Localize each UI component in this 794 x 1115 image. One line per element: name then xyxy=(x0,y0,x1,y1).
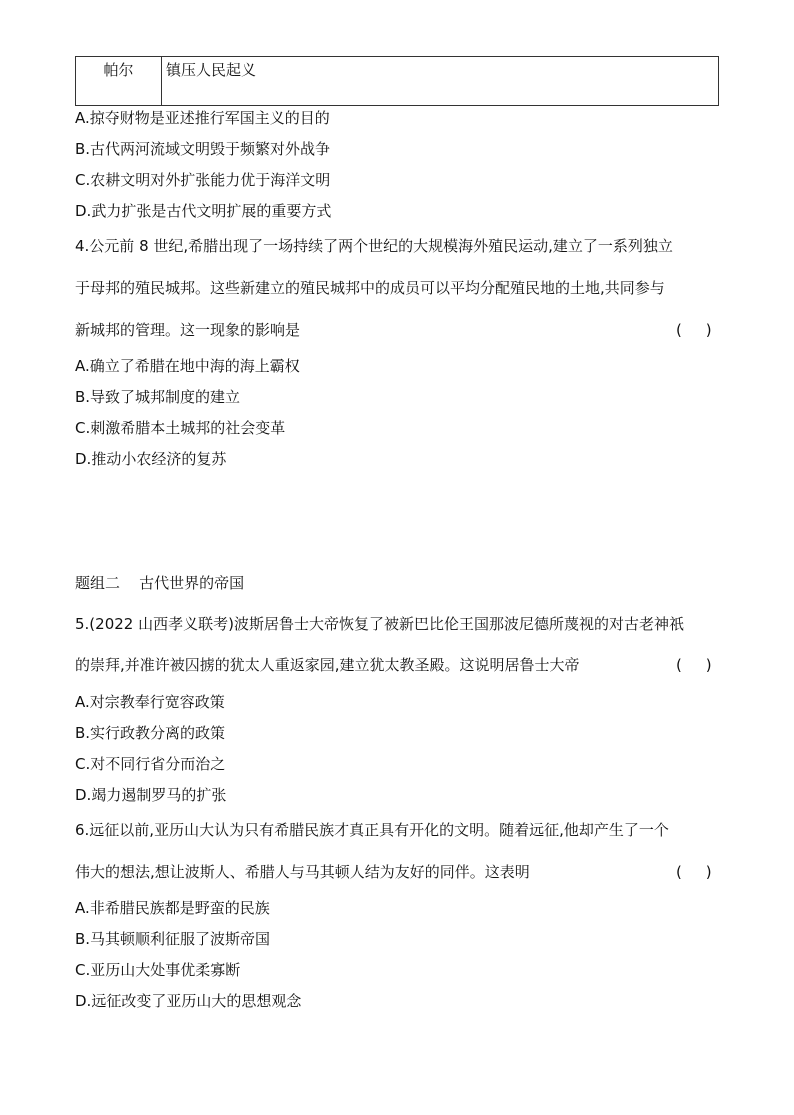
q3-option-d: D.武力扩张是古代文明扩展的重要方式 xyxy=(75,202,332,220)
q4-option-a: A.确立了希腊在地中海的海上霸权 xyxy=(75,357,300,375)
q5-option-c: C.对不同行省分而治之 xyxy=(75,755,226,773)
q6-option-b: B.马其顿顺利征服了波斯帝国 xyxy=(75,930,271,948)
q5-stem-line-1: 5.(2022 山西孝义联考)波斯居鲁士大帝恢复了被新巴比伦王国那波尼德所蔑视的对古老神祇 xyxy=(75,615,684,633)
q6-answer-blank: ( ) xyxy=(676,863,712,881)
q5-option-b: B.实行政教分离的政策 xyxy=(75,724,226,742)
table-cell-name: 帕尔 xyxy=(76,57,162,105)
q5-option-d: D.竭力遏制罗马的扩张 xyxy=(75,786,227,804)
q4-option-b: B.导致了城邦制度的建立 xyxy=(75,388,241,406)
q5-option-a: A.对宗教奉行宽容政策 xyxy=(75,693,225,711)
q3-option-c: C.农耕文明对外扩张能力优于海洋文明 xyxy=(75,171,331,189)
q4-stem-line-3: 新城邦的管理。这一现象的影响是 xyxy=(75,321,301,339)
q6-option-a: A.非希腊民族都是野蛮的民族 xyxy=(75,899,270,917)
q6-option-c: C.亚历山大处事优柔寡断 xyxy=(75,961,241,979)
q6-stem-line-1: 6.远征以前,亚历山大认为只有希腊民族才真正具有开化的文明。随着远征,他却产生了一个 xyxy=(75,821,669,839)
q3-option-a: A.掠夺财物是亚述推行军国主义的目的 xyxy=(75,109,330,127)
q3-option-b: B.古代两河流域文明毁于频繁对外战争 xyxy=(75,140,331,158)
q4-stem-line-1: 4.公元前 8 世纪,希腊出现了一场持续了两个世纪的大规模海外殖民运动,建立了一系列独立 xyxy=(75,237,673,255)
q6-option-d: D.远征改变了亚历山大的思想观念 xyxy=(75,992,302,1010)
section-title: 题组二 古代世界的帝国 xyxy=(75,574,245,592)
q6-stem-line-2: 伟大的想法,想让波斯人、希腊人与马其顿人结为友好的同伴。这表明 xyxy=(75,863,530,881)
q4-option-d: D.推动小农经济的复苏 xyxy=(75,450,227,468)
q5-stem-line-2: 的崇拜,并准许被囚掳的犹太人重返家园,建立犹太教圣殿。这说明居鲁士大帝 xyxy=(75,656,580,674)
q4-stem-line-2: 于母邦的殖民城邦。这些新建立的殖民城邦中的成员可以平均分配殖民地的土地,共同参与 xyxy=(75,279,665,297)
q4-answer-blank: ( ) xyxy=(676,321,712,339)
q5-answer-blank: ( ) xyxy=(676,656,712,674)
table-cell-event: 镇压人民起义 xyxy=(166,61,257,79)
q4-option-c: C.刺激希腊本土城邦的社会变革 xyxy=(75,419,286,437)
table-row xyxy=(75,56,719,106)
